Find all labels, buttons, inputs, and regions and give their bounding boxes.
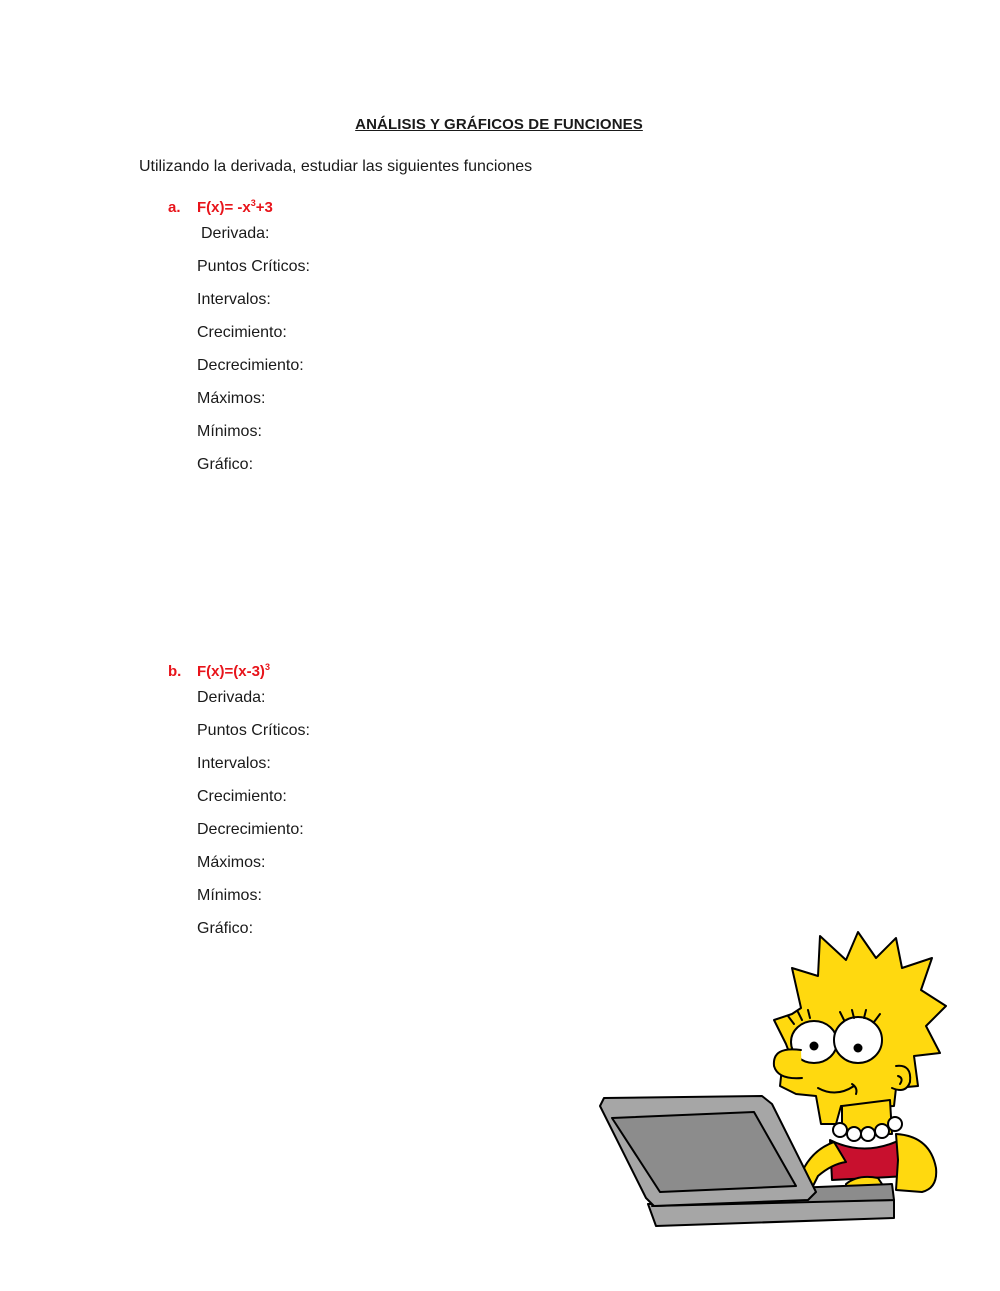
- formula-base: F(x)= -x: [197, 199, 251, 216]
- increasing-label: Crecimiento:: [197, 324, 287, 341]
- instructions-text: Utilizando la derivada, estudiar las siguientes funciones: [139, 158, 533, 175]
- minimums-label: Mínimos:: [197, 423, 262, 440]
- formula-suffix: +3: [255, 199, 273, 216]
- analysis-list-b: [197, 688, 310, 952]
- derivative-label: Derivada:: [201, 225, 270, 242]
- function-letter: a.: [168, 199, 181, 216]
- critical-points-label: Puntos Críticos:: [197, 722, 310, 739]
- intervals-label: Intervalos:: [197, 291, 271, 308]
- minimums-label: Mínimos:: [197, 887, 262, 904]
- critical-points-label: Puntos Críticos:: [197, 258, 310, 275]
- function-heading-a: [168, 199, 273, 216]
- decreasing-label: Decrecimiento:: [197, 821, 304, 838]
- graph-label: Gráfico:: [197, 920, 254, 937]
- function-formula: [197, 199, 273, 216]
- intervals-label: Intervalos:: [197, 755, 271, 772]
- formula-exponent: 3: [264, 662, 270, 672]
- derivative-label: Derivada:: [197, 689, 266, 706]
- cartoon-girl-with-laptop-icon: [596, 928, 966, 1228]
- function-letter: b.: [168, 663, 182, 680]
- maximums-label: Máximos:: [197, 854, 266, 871]
- maximums-label: Máximos:: [197, 390, 266, 407]
- function-heading-b: [168, 663, 270, 680]
- formula-base: F(x)=(x-3): [197, 663, 265, 680]
- analysis-list-a: [197, 224, 310, 488]
- increasing-label: Crecimiento:: [197, 788, 287, 805]
- decreasing-label: Decrecimiento:: [197, 357, 304, 374]
- formula-exponent: 3: [250, 198, 256, 208]
- graph-label: Gráfico:: [197, 456, 254, 473]
- function-formula: [197, 663, 270, 680]
- page-title: ANÁLISIS Y GRÁFICOS DE FUNCIONES: [355, 116, 643, 133]
